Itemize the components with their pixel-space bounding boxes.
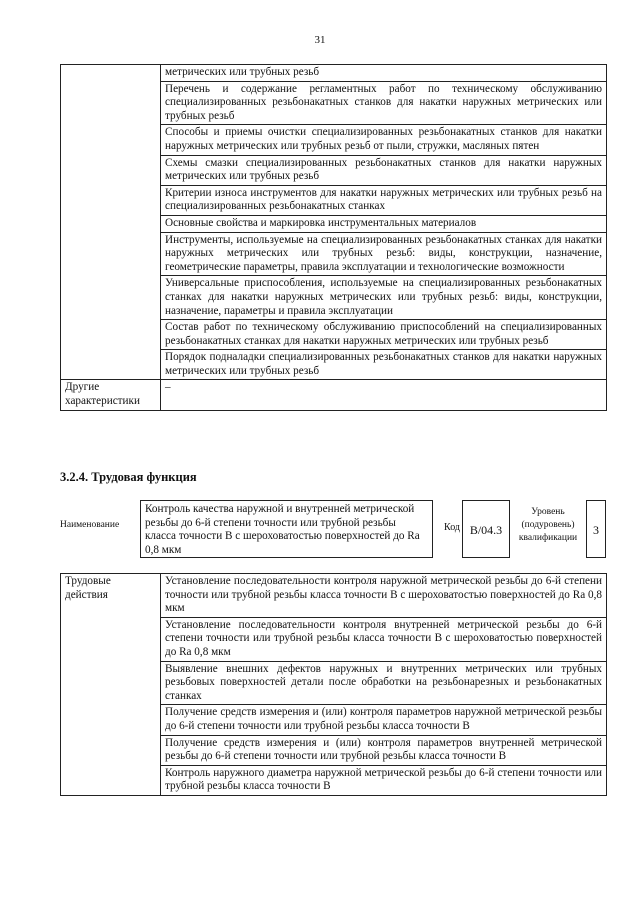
labor-actions-table — [60, 573, 607, 796]
page-number: 31 — [314, 34, 326, 46]
knowledge-table — [60, 64, 607, 411]
labor-actions-label: Трудовые действия — [61, 574, 161, 796]
knowledge-row: Порядок подналадки специализированных резьбонакатных станков для накатки наружных метрических или трубных резьб — [161, 350, 607, 380]
knowledge-row: Перечень и содержание регламентных работ по техническому обслуживанию специализированных резьбонакатных станков для накатки наружных метрических или трубных резьб — [161, 81, 607, 125]
labor-action-row: Получение средств измерения и (или) контроля параметров внутренней метрической резьбы до 6-й степени точности или трубной резьбы класса точности В — [161, 735, 607, 765]
other-characteristics-value: – — [161, 380, 607, 410]
knowledge-row: Состав работ по техническому обслуживанию приспособлений на специализированных резьбонакатных станках для накатки наружных метрических или трубных резьб — [161, 320, 607, 350]
labor-action-row: Выявление внешних дефектов наружных и внутренних метрических или трубных резьбовых поверхностей детали после обработки на резьбонарезных и резьбонакатных станках — [161, 661, 607, 705]
other-characteristics-label: Другие характеристики — [61, 380, 161, 410]
level-box: 3 — [586, 500, 606, 558]
knowledge-row: Основные свойства и маркировка инструментальных материалов — [161, 215, 607, 232]
knowledge-row: Схемы смазки специализированных резьбонакатных станков для накатки наружных метрических или трубных резьб — [161, 155, 607, 185]
function-name-box: Контроль качества наружной и внутренней метрической резьбы до 6-й степени точности или трубной резьбы класса точности В с шероховатостью поверхностей до Ra 0,8 мкм — [140, 500, 433, 558]
knowledge-row: Критерии износа инструментов для накатки наружных метрических или трубных резьб на специализированных резьбонакатных станках — [161, 185, 607, 215]
labor-action-row: Контроль наружного диаметра наружной метрической резьбы до 6-й степени точности или трубной резьбы класса точности В — [161, 765, 607, 795]
labor-action-row: Установление последовательности контроля наружной метрической резьбы до 6-й степени точности или трубной резьбы класса точности В с шероховатостью поверхностей до Ra 0,8 мкм — [161, 574, 607, 618]
name-label: Наименование — [60, 520, 120, 530]
knowledge-row: метрических или трубных резьб — [161, 65, 607, 82]
knowledge-row: Инструменты, используемые на специализированных резьбонакатных станках для накатки наружных метрических или трубных резьб: виды, конструкции, назначение, геометрические параметры, правила эксплуатации и технологические возможности — [161, 232, 607, 276]
level-label: Уровень (подуровень) квалификации — [518, 507, 578, 543]
knowledge-row: Универсальные приспособления, используемые на специализированных резьбонакатных станках для накатки наружных метрических или трубных резьб: виды, конструкции, назначение, параметры и правила эксплуатации — [161, 276, 607, 320]
knowledge-label-cell — [61, 65, 161, 380]
labor-action-row: Получение средств измерения и (или) контроля параметров наружной метрической резьбы до 6-й степени точности или трубной резьбы класса точности В — [161, 705, 607, 735]
labor-action-row: Установление последовательности контроля внутренней метрической резьбы до 6-й степени точности или трубной резьбы класса точности В с шероховатостью поверхностей до Ra 0,8 мкм — [161, 617, 607, 661]
knowledge-row: Способы и приемы очистки специализированных резьбонакатных станков для накатки наружных метрических или трубных резьб от пыли, стружки, масляных пятен — [161, 125, 607, 155]
code-label: Код — [444, 522, 460, 533]
function-code-box: В/04.3 — [462, 500, 510, 558]
section-title: 3.2.4. Трудовая функция — [60, 470, 197, 484]
